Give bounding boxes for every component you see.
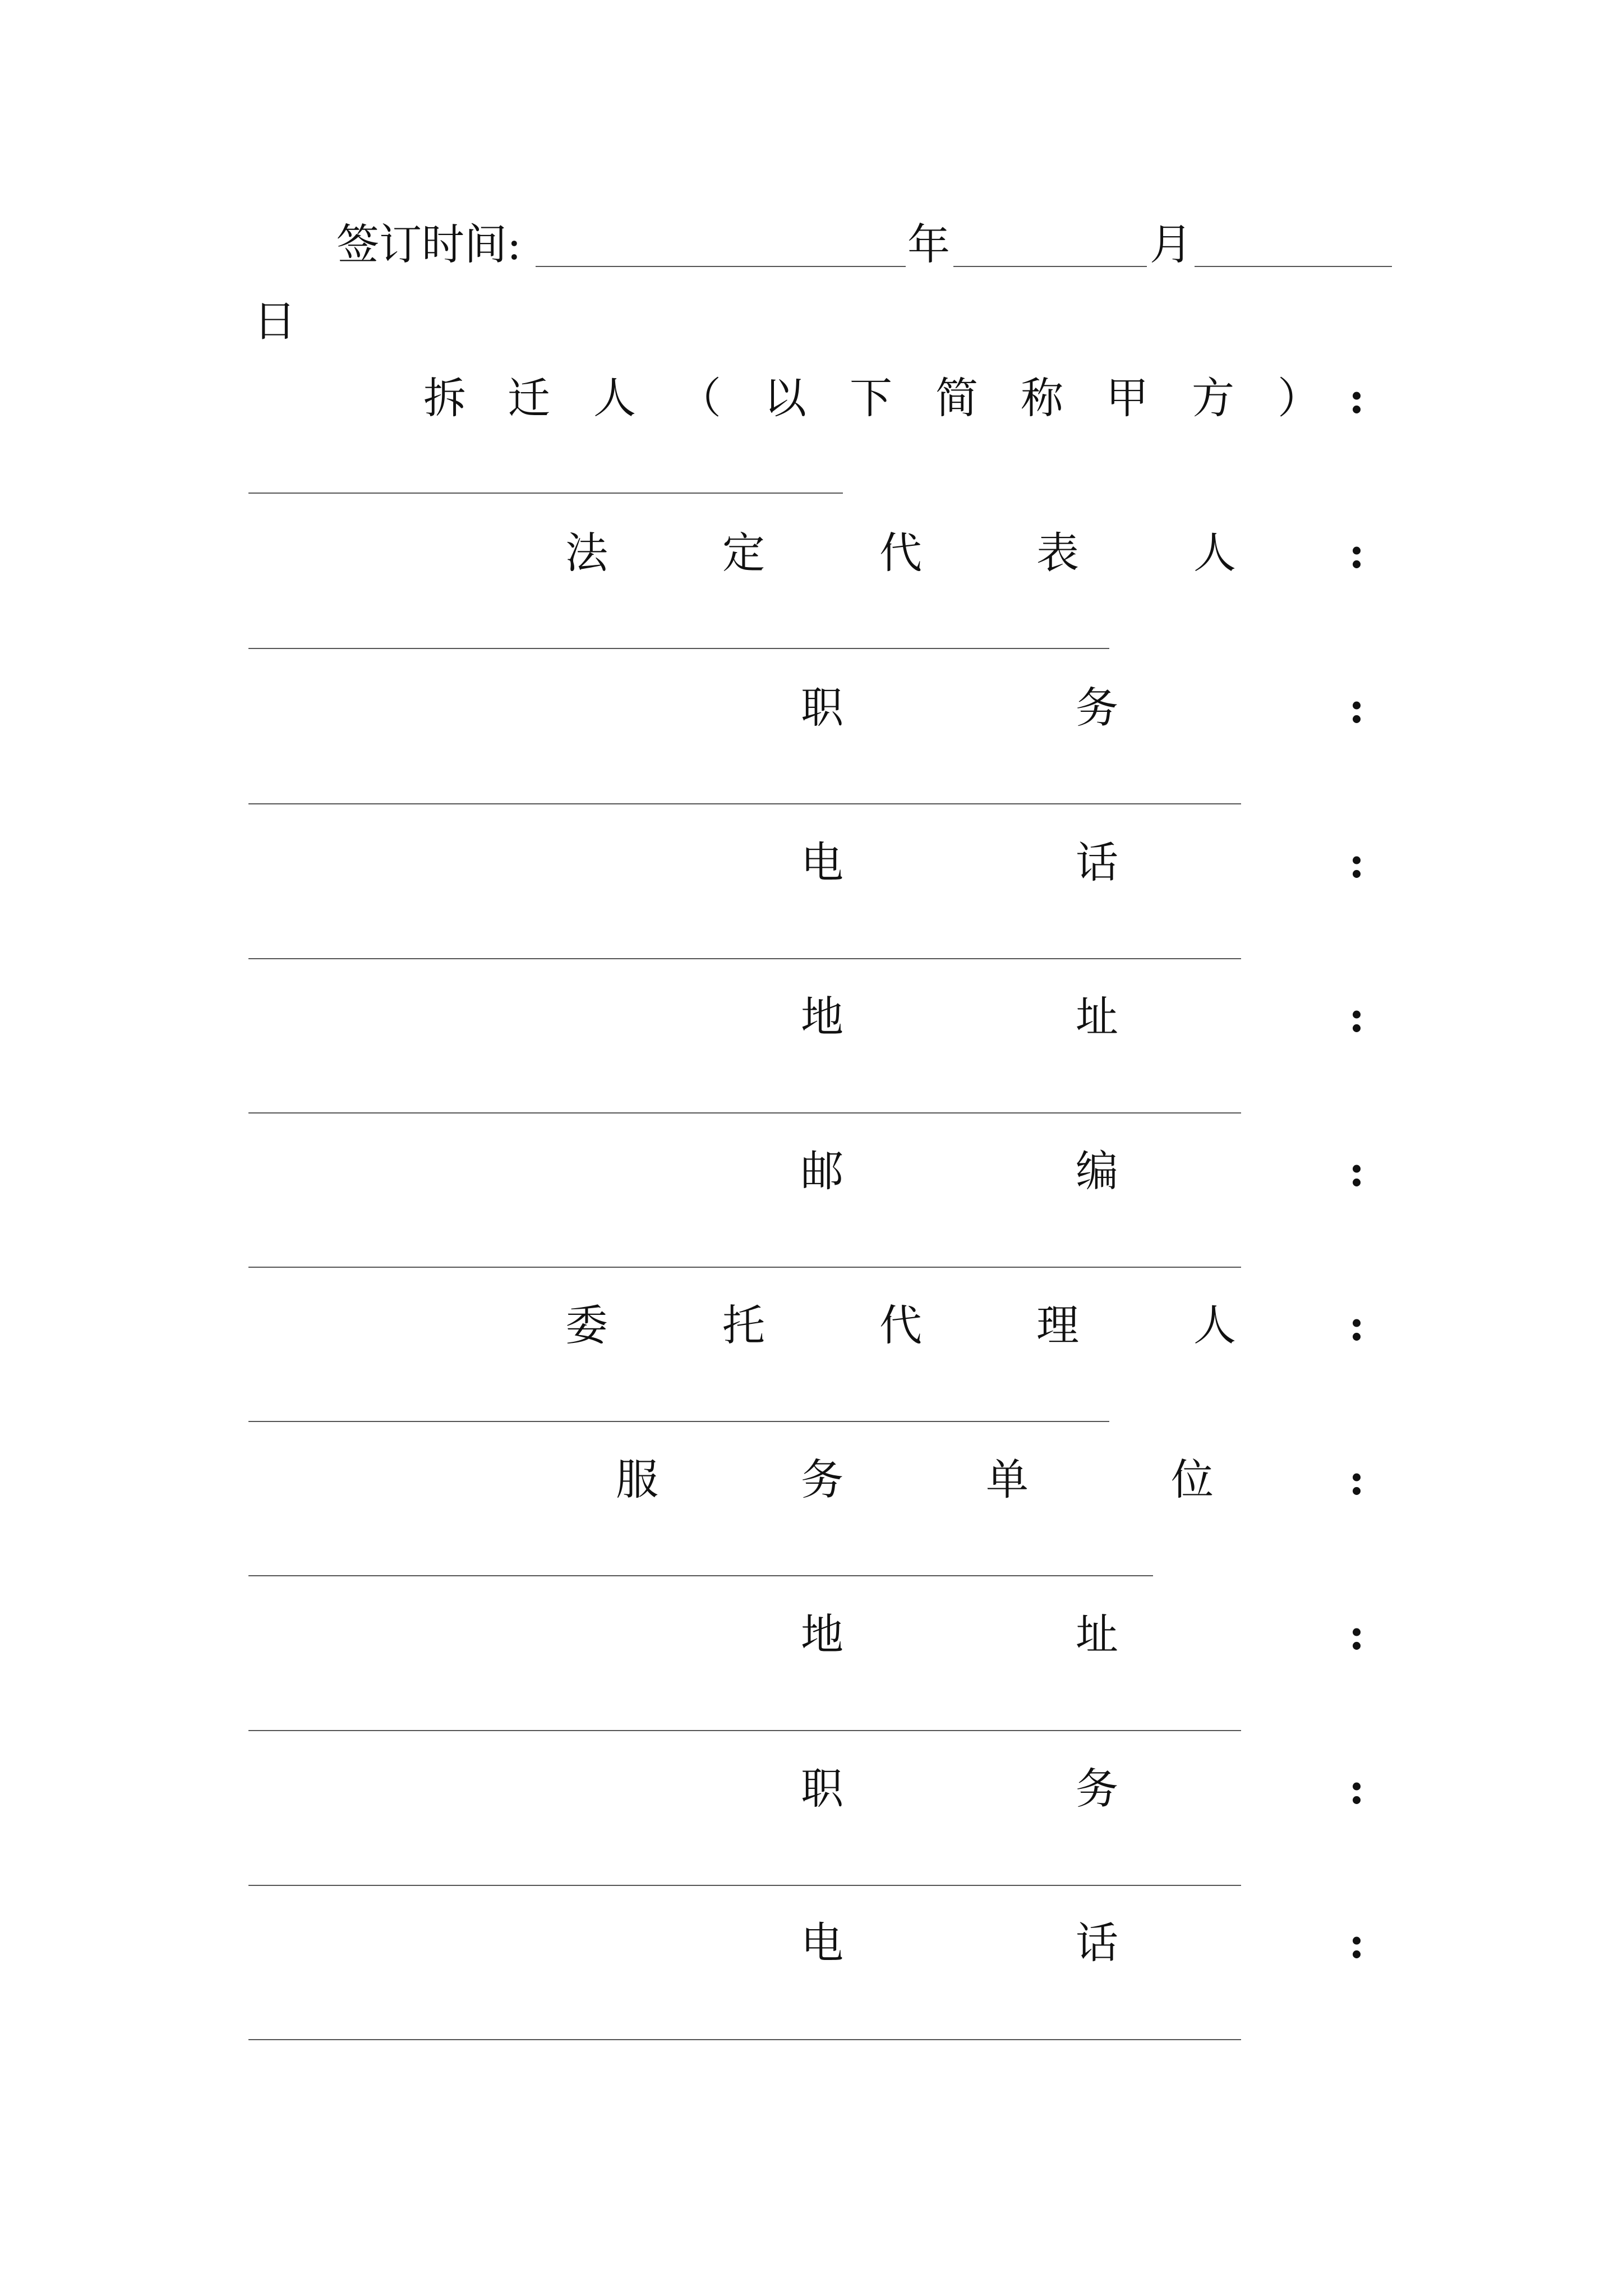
field-char: 委 xyxy=(565,1300,608,1350)
legal-representative-blank[interactable] xyxy=(248,648,1109,649)
field-char: 话 xyxy=(1076,838,1118,887)
field-char: 人 xyxy=(1193,1300,1236,1350)
field-agent-phone xyxy=(0,1916,1623,1970)
sign-date-year-label: 年 xyxy=(907,219,950,269)
field-char: 电 xyxy=(801,838,843,887)
field-colon: : xyxy=(1349,1146,1365,1196)
field-char: 代 xyxy=(879,528,922,578)
field-char: 表 xyxy=(1036,528,1079,578)
field-colon: : xyxy=(1349,1300,1365,1350)
field-char: 址 xyxy=(1076,992,1118,1042)
sign-date-label: 签订时间: xyxy=(336,219,522,269)
employer-blank[interactable] xyxy=(248,1575,1153,1576)
field-char: 托 xyxy=(722,1300,765,1350)
party-a-char: 拆 xyxy=(423,373,466,423)
field-employer xyxy=(0,1453,1623,1507)
field-position xyxy=(0,681,1623,735)
agent-phone-blank[interactable] xyxy=(248,2039,1241,2040)
field-colon: : xyxy=(1349,1455,1365,1504)
agent-address-blank[interactable] xyxy=(248,1730,1241,1731)
party-a-char: 以 xyxy=(764,373,806,423)
field-authorized-agent xyxy=(0,1299,1623,1352)
field-char: 地 xyxy=(801,1609,843,1659)
party-a-char: 迁 xyxy=(508,373,550,423)
sign-date-blank-month[interactable] xyxy=(953,266,1147,267)
field-colon: : xyxy=(1349,1918,1365,1968)
field-legal-representative xyxy=(0,526,1623,580)
field-char: 代 xyxy=(879,1300,922,1350)
sign-date-blank-year[interactable] xyxy=(536,266,906,267)
field-char: 编 xyxy=(1076,1146,1118,1196)
sign-date-month-label: 月 xyxy=(1150,219,1192,269)
party-a-char: 人 xyxy=(593,373,636,423)
sign-date-blank-day[interactable] xyxy=(1195,266,1392,267)
field-char: 理 xyxy=(1036,1300,1079,1350)
party-a-char: 甲 xyxy=(1106,373,1149,423)
party-a-char: 下 xyxy=(850,373,892,423)
field-char: 法 xyxy=(565,528,608,578)
field-colon: : xyxy=(1349,838,1365,887)
field-char: 职 xyxy=(801,683,843,733)
field-char: 职 xyxy=(801,1764,843,1814)
field-agent-address xyxy=(0,1608,1623,1662)
field-char: 服 xyxy=(616,1455,658,1504)
field-char: 邮 xyxy=(801,1146,843,1196)
field-address xyxy=(0,990,1623,1044)
field-colon: : xyxy=(1349,1609,1365,1659)
address-blank[interactable] xyxy=(248,1112,1241,1114)
party-a-char: 方 xyxy=(1192,373,1234,423)
party-a-char: 简 xyxy=(935,373,978,423)
field-char: 电 xyxy=(801,1918,843,1968)
field-char: 地 xyxy=(801,992,843,1042)
party-a-char: 称 xyxy=(1021,373,1063,423)
field-char: 单 xyxy=(986,1455,1029,1504)
party-a-label-row xyxy=(0,371,1623,425)
party-a-colon: : xyxy=(1349,373,1365,423)
party-a-char: ） xyxy=(1278,373,1320,423)
party-a-char: （ xyxy=(679,373,721,423)
field-char: 务 xyxy=(1076,1764,1118,1814)
position-blank[interactable] xyxy=(248,803,1241,804)
field-char: 务 xyxy=(1076,683,1118,733)
phone-blank[interactable] xyxy=(248,958,1241,959)
sign-date-day-label: 日 xyxy=(253,296,296,346)
field-char: 位 xyxy=(1171,1455,1214,1504)
agent-position-blank[interactable] xyxy=(248,1885,1241,1886)
field-phone xyxy=(0,836,1623,890)
field-char: 人 xyxy=(1193,528,1236,578)
field-char: 定 xyxy=(722,528,765,578)
field-char: 务 xyxy=(801,1455,843,1504)
field-colon: : xyxy=(1349,528,1365,578)
field-char: 话 xyxy=(1076,1918,1118,1968)
field-colon: : xyxy=(1349,683,1365,733)
postcode-blank[interactable] xyxy=(248,1267,1241,1268)
field-colon: : xyxy=(1349,992,1365,1042)
field-char: 址 xyxy=(1076,1609,1118,1659)
field-colon: : xyxy=(1349,1764,1365,1814)
party-a-blank[interactable] xyxy=(248,493,843,494)
authorized-agent-blank[interactable] xyxy=(248,1421,1109,1422)
field-postcode xyxy=(0,1144,1623,1198)
field-agent-position xyxy=(0,1762,1623,1816)
